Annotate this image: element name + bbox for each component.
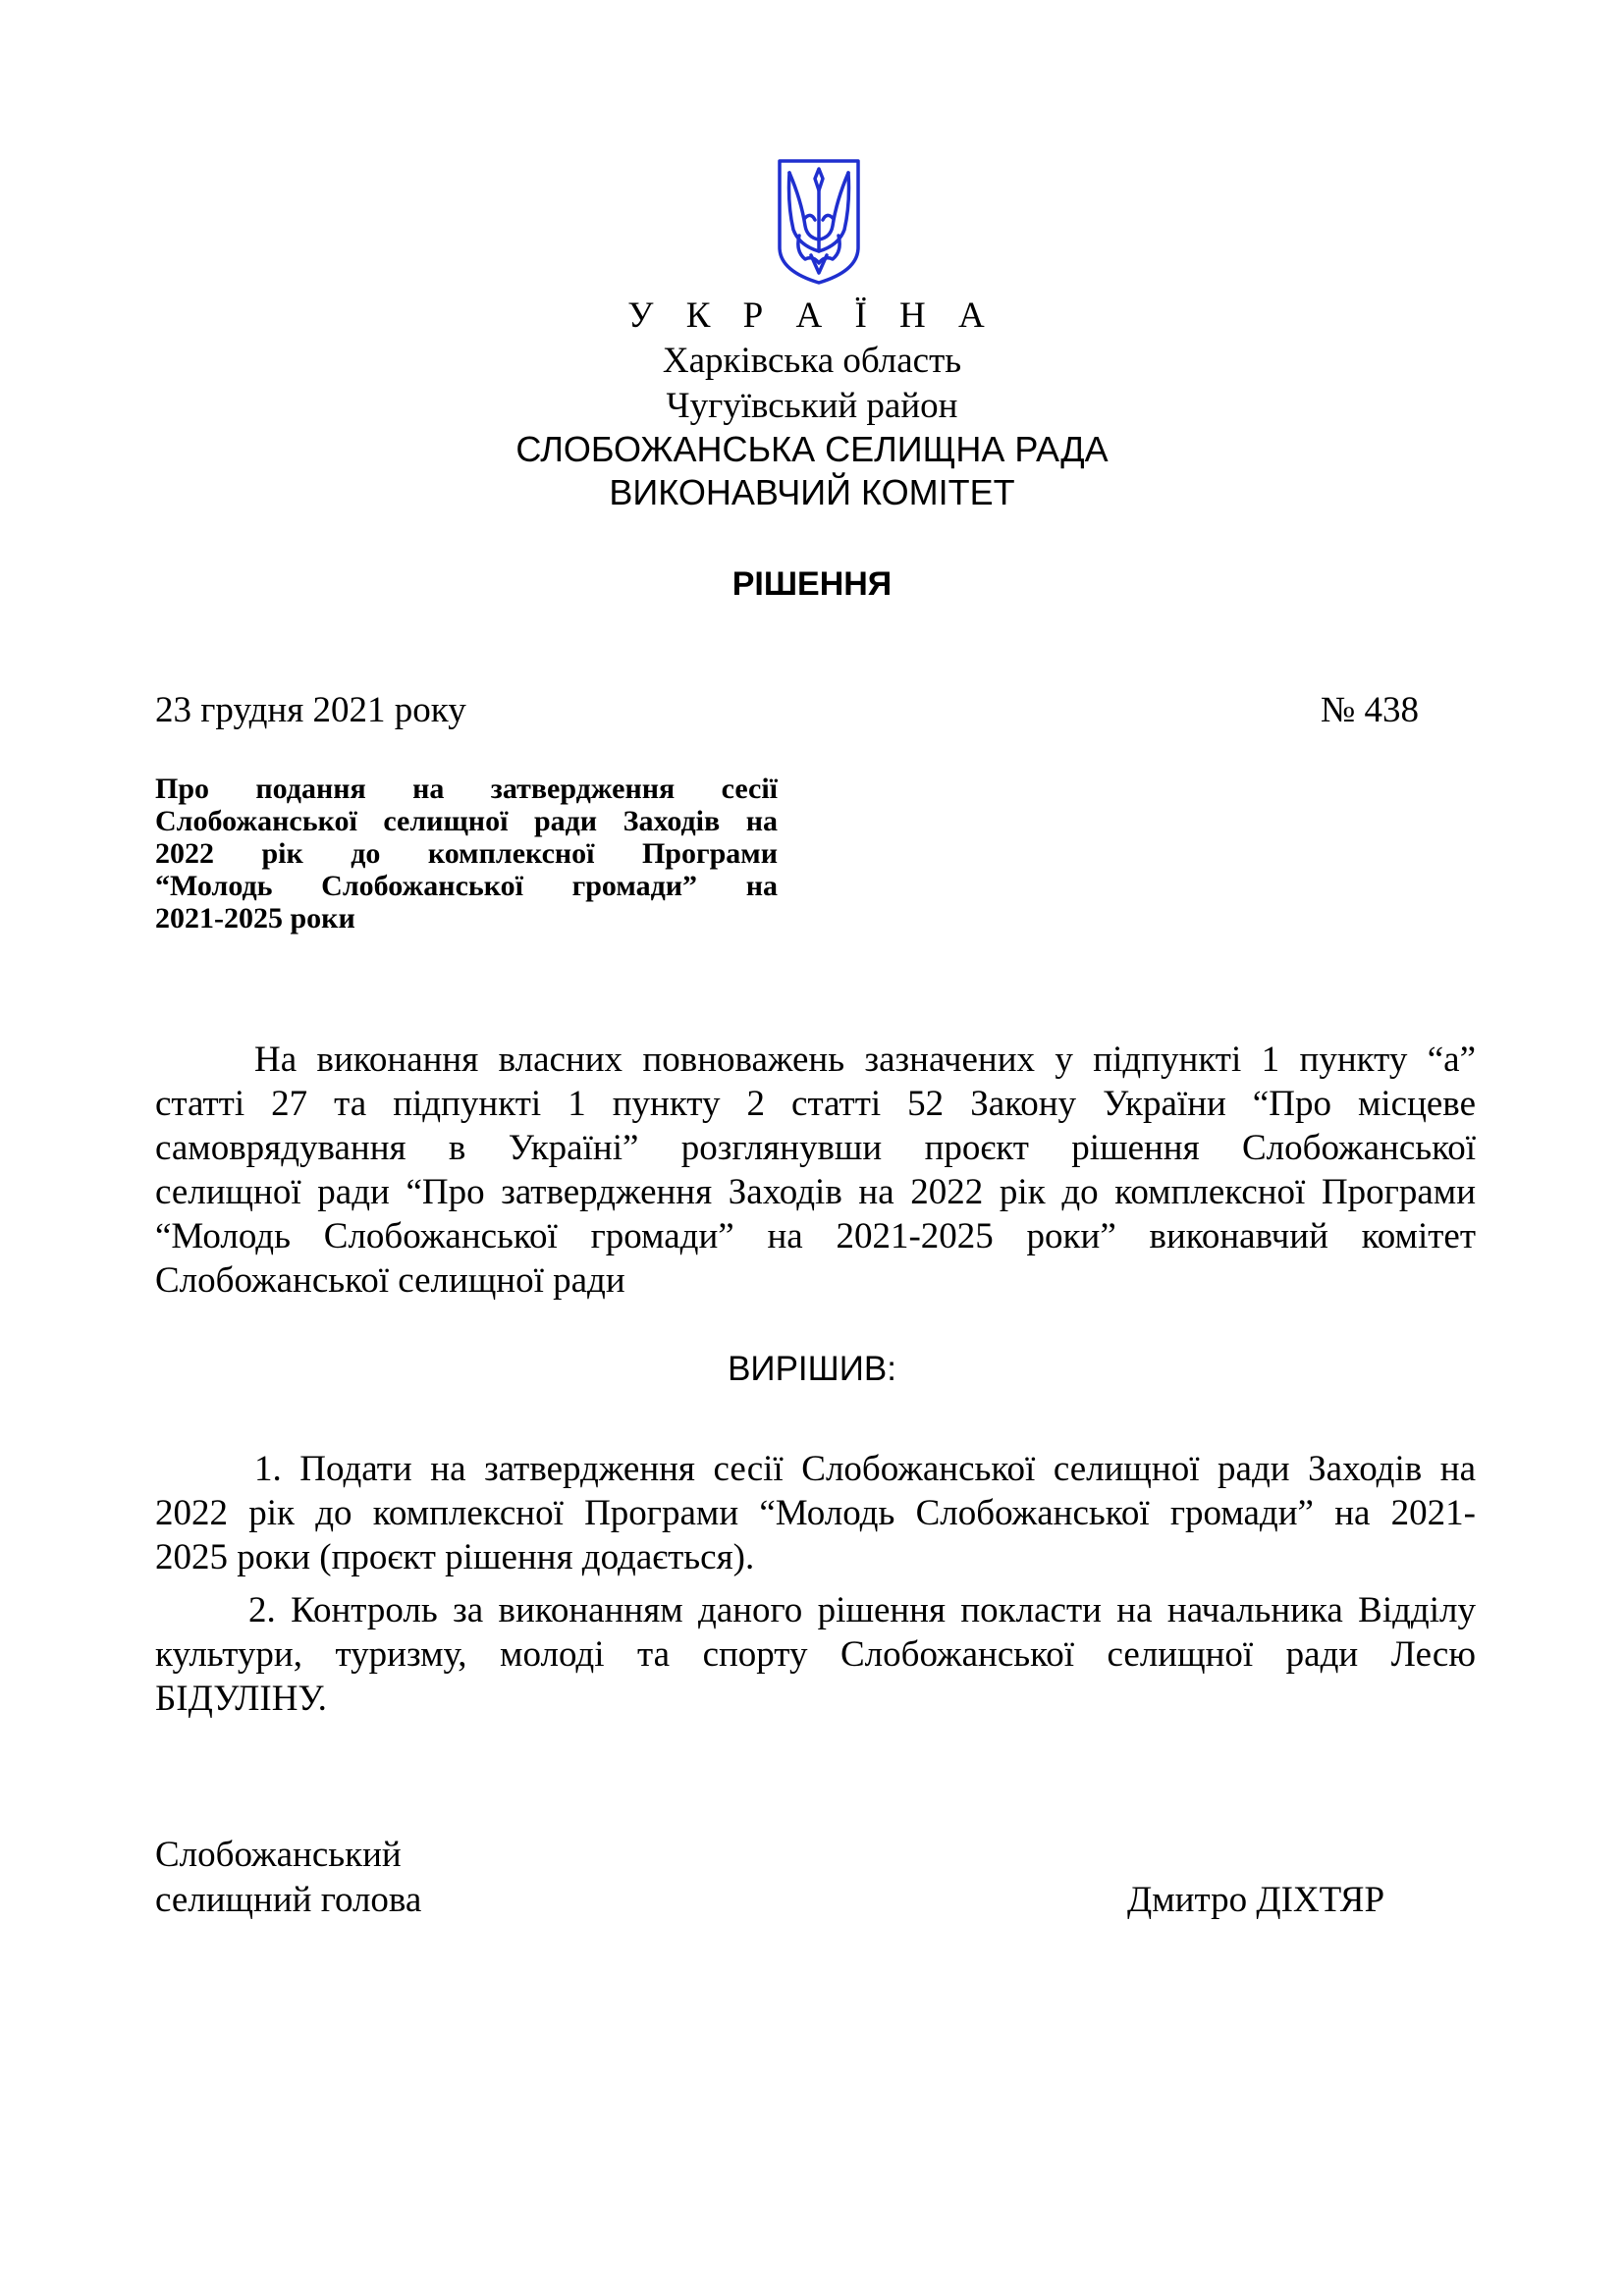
district-name: Чугуївський район [666, 386, 958, 426]
item-line: 2022 рік до комплексної Програми “Молодь Слобожанської громади” на 2021- [155, 1493, 1476, 1533]
region-name: Харківська область [662, 341, 962, 381]
decision-date: 23 грудня 2021 року [155, 690, 466, 730]
subject-line: “Молодь Слобожанської громади” на [155, 870, 778, 902]
subject-line: Про подання на затвердження сесії [155, 773, 778, 805]
preamble-line: статті 27 та підпункті 1 пункту 2 статті 52 Закону України “Про місцеве [155, 1084, 1476, 1124]
preamble-paragraph [155, 1038, 1476, 1303]
preamble-line: “Молодь Слобожанської громади” на 2021-2025 роки” виконавчий комітет [155, 1216, 1476, 1256]
decision-item-2 [155, 1588, 1476, 1721]
item-line: 1. Подати на затвердження сесії Слобожанської селищної ради Заходів на [254, 1449, 1476, 1489]
decision-item-1 [155, 1447, 1476, 1579]
preamble-line: самоврядування в Україні” розглянувши проєкт рішення Слобожанської [155, 1128, 1476, 1168]
signatory-title-line: селищний голова [155, 1880, 422, 1920]
preamble-line: селищної ради “Про затвердження Заходів на 2022 рік до комплексної Програми [155, 1172, 1476, 1212]
subject-line: 2022 рік до комплексної Програми [155, 837, 778, 870]
preamble-line: На виконання власних повноважень зазначених у підпункті 1 пункту “а” [254, 1040, 1476, 1080]
trident-coat-of-arms-icon [776, 157, 862, 287]
signatory-title-line: Слобожанський [155, 1835, 402, 1875]
item-line: 2025 роки (проєкт рішення додається). [155, 1537, 755, 1577]
council-name: СЛОБОЖАНСЬКА СЕЛИЩНА РАДА [515, 429, 1109, 469]
country-name: У К Р А Ї Н А [627, 295, 997, 336]
committee-name: ВИКОНАВЧИЙ КОМІТЕТ [609, 472, 1015, 512]
subject-line: Слобожанської селищної ради Заходів на [155, 805, 778, 837]
decision-subject [155, 773, 778, 934]
item-line: 2. Контроль за виконанням даного рішення покласти на начальника Відділу [248, 1590, 1476, 1630]
item-line: БІДУЛІНУ. [155, 1679, 327, 1719]
item-line: культури, туризму, молоді та спорту Слобожанської селищної ради Лесю [155, 1634, 1476, 1675]
decided-heading: ВИРІШИВ: [728, 1350, 896, 1388]
signatory-name: Дмитро ДІХТЯР [1127, 1880, 1385, 1920]
subject-line: 2021-2025 роки [155, 902, 355, 934]
decision-number: № 438 [1321, 690, 1420, 730]
preamble-line: Слобожанської селищної ради [155, 1260, 625, 1301]
document-type-title: РІШЕННЯ [731, 565, 893, 603]
signatory-title [155, 1833, 421, 1923]
